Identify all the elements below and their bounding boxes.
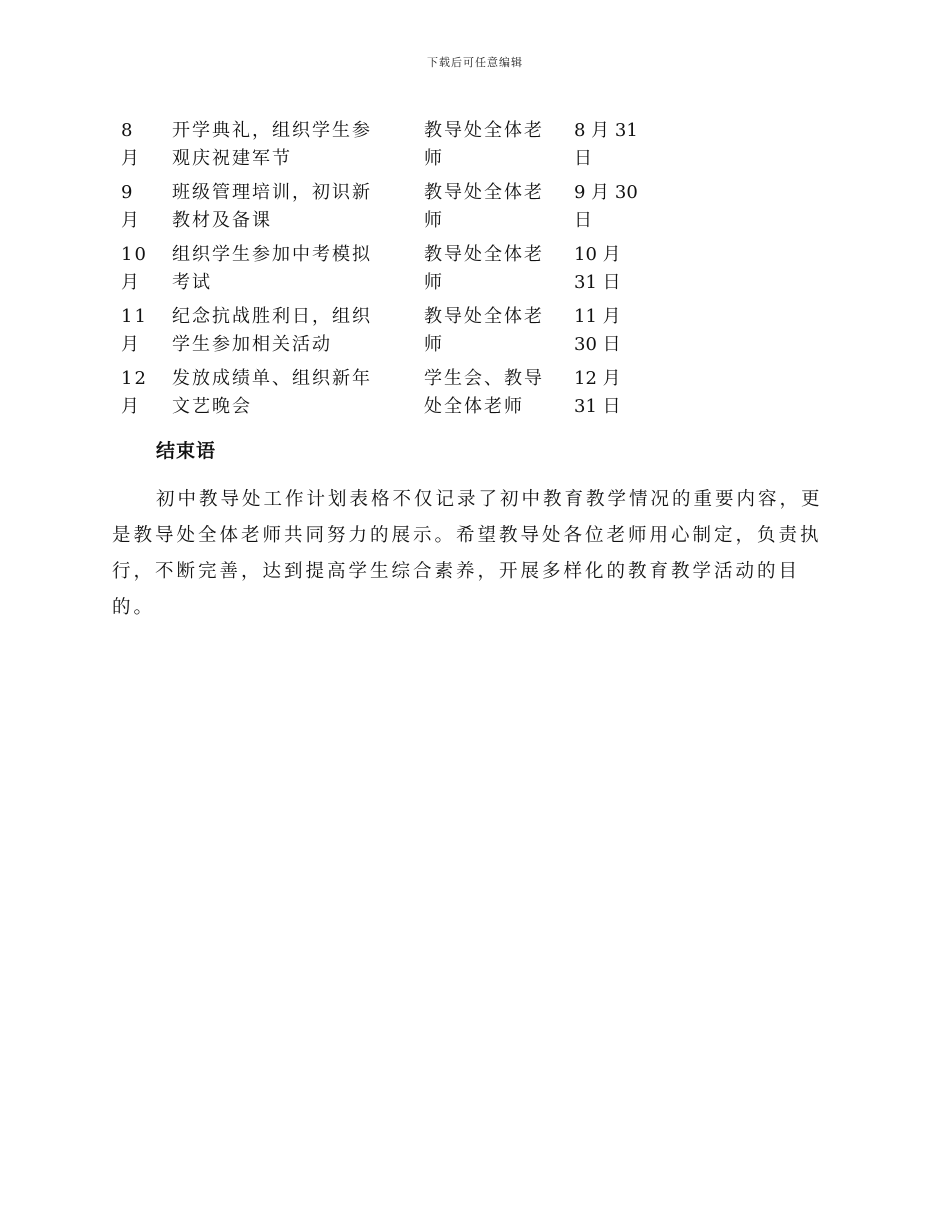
deadline-cell: 9 月 30 日 — [574, 182, 638, 231]
month-cell: 9 月 — [121, 182, 141, 231]
activity-cell: 发放成绩单、组织新年 文艺晚会 — [172, 368, 372, 417]
page-header: 下载后可任意编辑 — [427, 56, 523, 69]
deadline-cell: 11 月 30 日 — [574, 306, 621, 355]
owner-cell: 学生会、教导 处全体老师 — [424, 368, 544, 417]
table-row — [112, 241, 652, 303]
deadline-cell: 8 月 31 日 — [574, 120, 638, 169]
month-cell: 12 月 — [121, 368, 148, 417]
owner-cell: 教导处全体老 师 — [424, 306, 544, 355]
conclusion-heading: 结束语 — [156, 440, 217, 462]
activity-cell: 组织学生参加中考模拟 考试 — [172, 244, 372, 293]
table-row — [112, 365, 652, 427]
table-row — [112, 179, 652, 241]
deadline-cell: 10 月 31 日 — [574, 244, 621, 293]
owner-cell: 教导处全体老 师 — [424, 120, 544, 169]
activity-cell: 纪念抗战胜利日，组织 学生参加相关活动 — [172, 306, 372, 355]
owner-cell: 教导处全体老 师 — [424, 182, 544, 231]
owner-cell: 教导处全体老 师 — [424, 244, 544, 293]
month-cell: 11 月 — [121, 306, 148, 355]
plan-table — [112, 117, 652, 427]
conclusion-paragraph: 初中教导处工作计划表格不仅记录了初中教育教学情况的重要内容，更是教导处全体老师共同努力的展示。希望教导处各位老师用心制定，负责执行，不断完善，达到提高学生综合素养，开展多样化的教育教学活动的目的。 — [112, 489, 823, 618]
month-cell: 8 月 — [121, 120, 141, 169]
month-cell: 10 月 — [121, 244, 148, 293]
table-row — [112, 117, 652, 179]
table-row — [112, 303, 652, 365]
activity-cell: 开学典礼，组织学生参 观庆祝建军节 — [172, 120, 372, 169]
deadline-cell: 12 月 31 日 — [574, 368, 621, 417]
activity-cell: 班级管理培训，初识新 教材及备课 — [172, 182, 372, 231]
